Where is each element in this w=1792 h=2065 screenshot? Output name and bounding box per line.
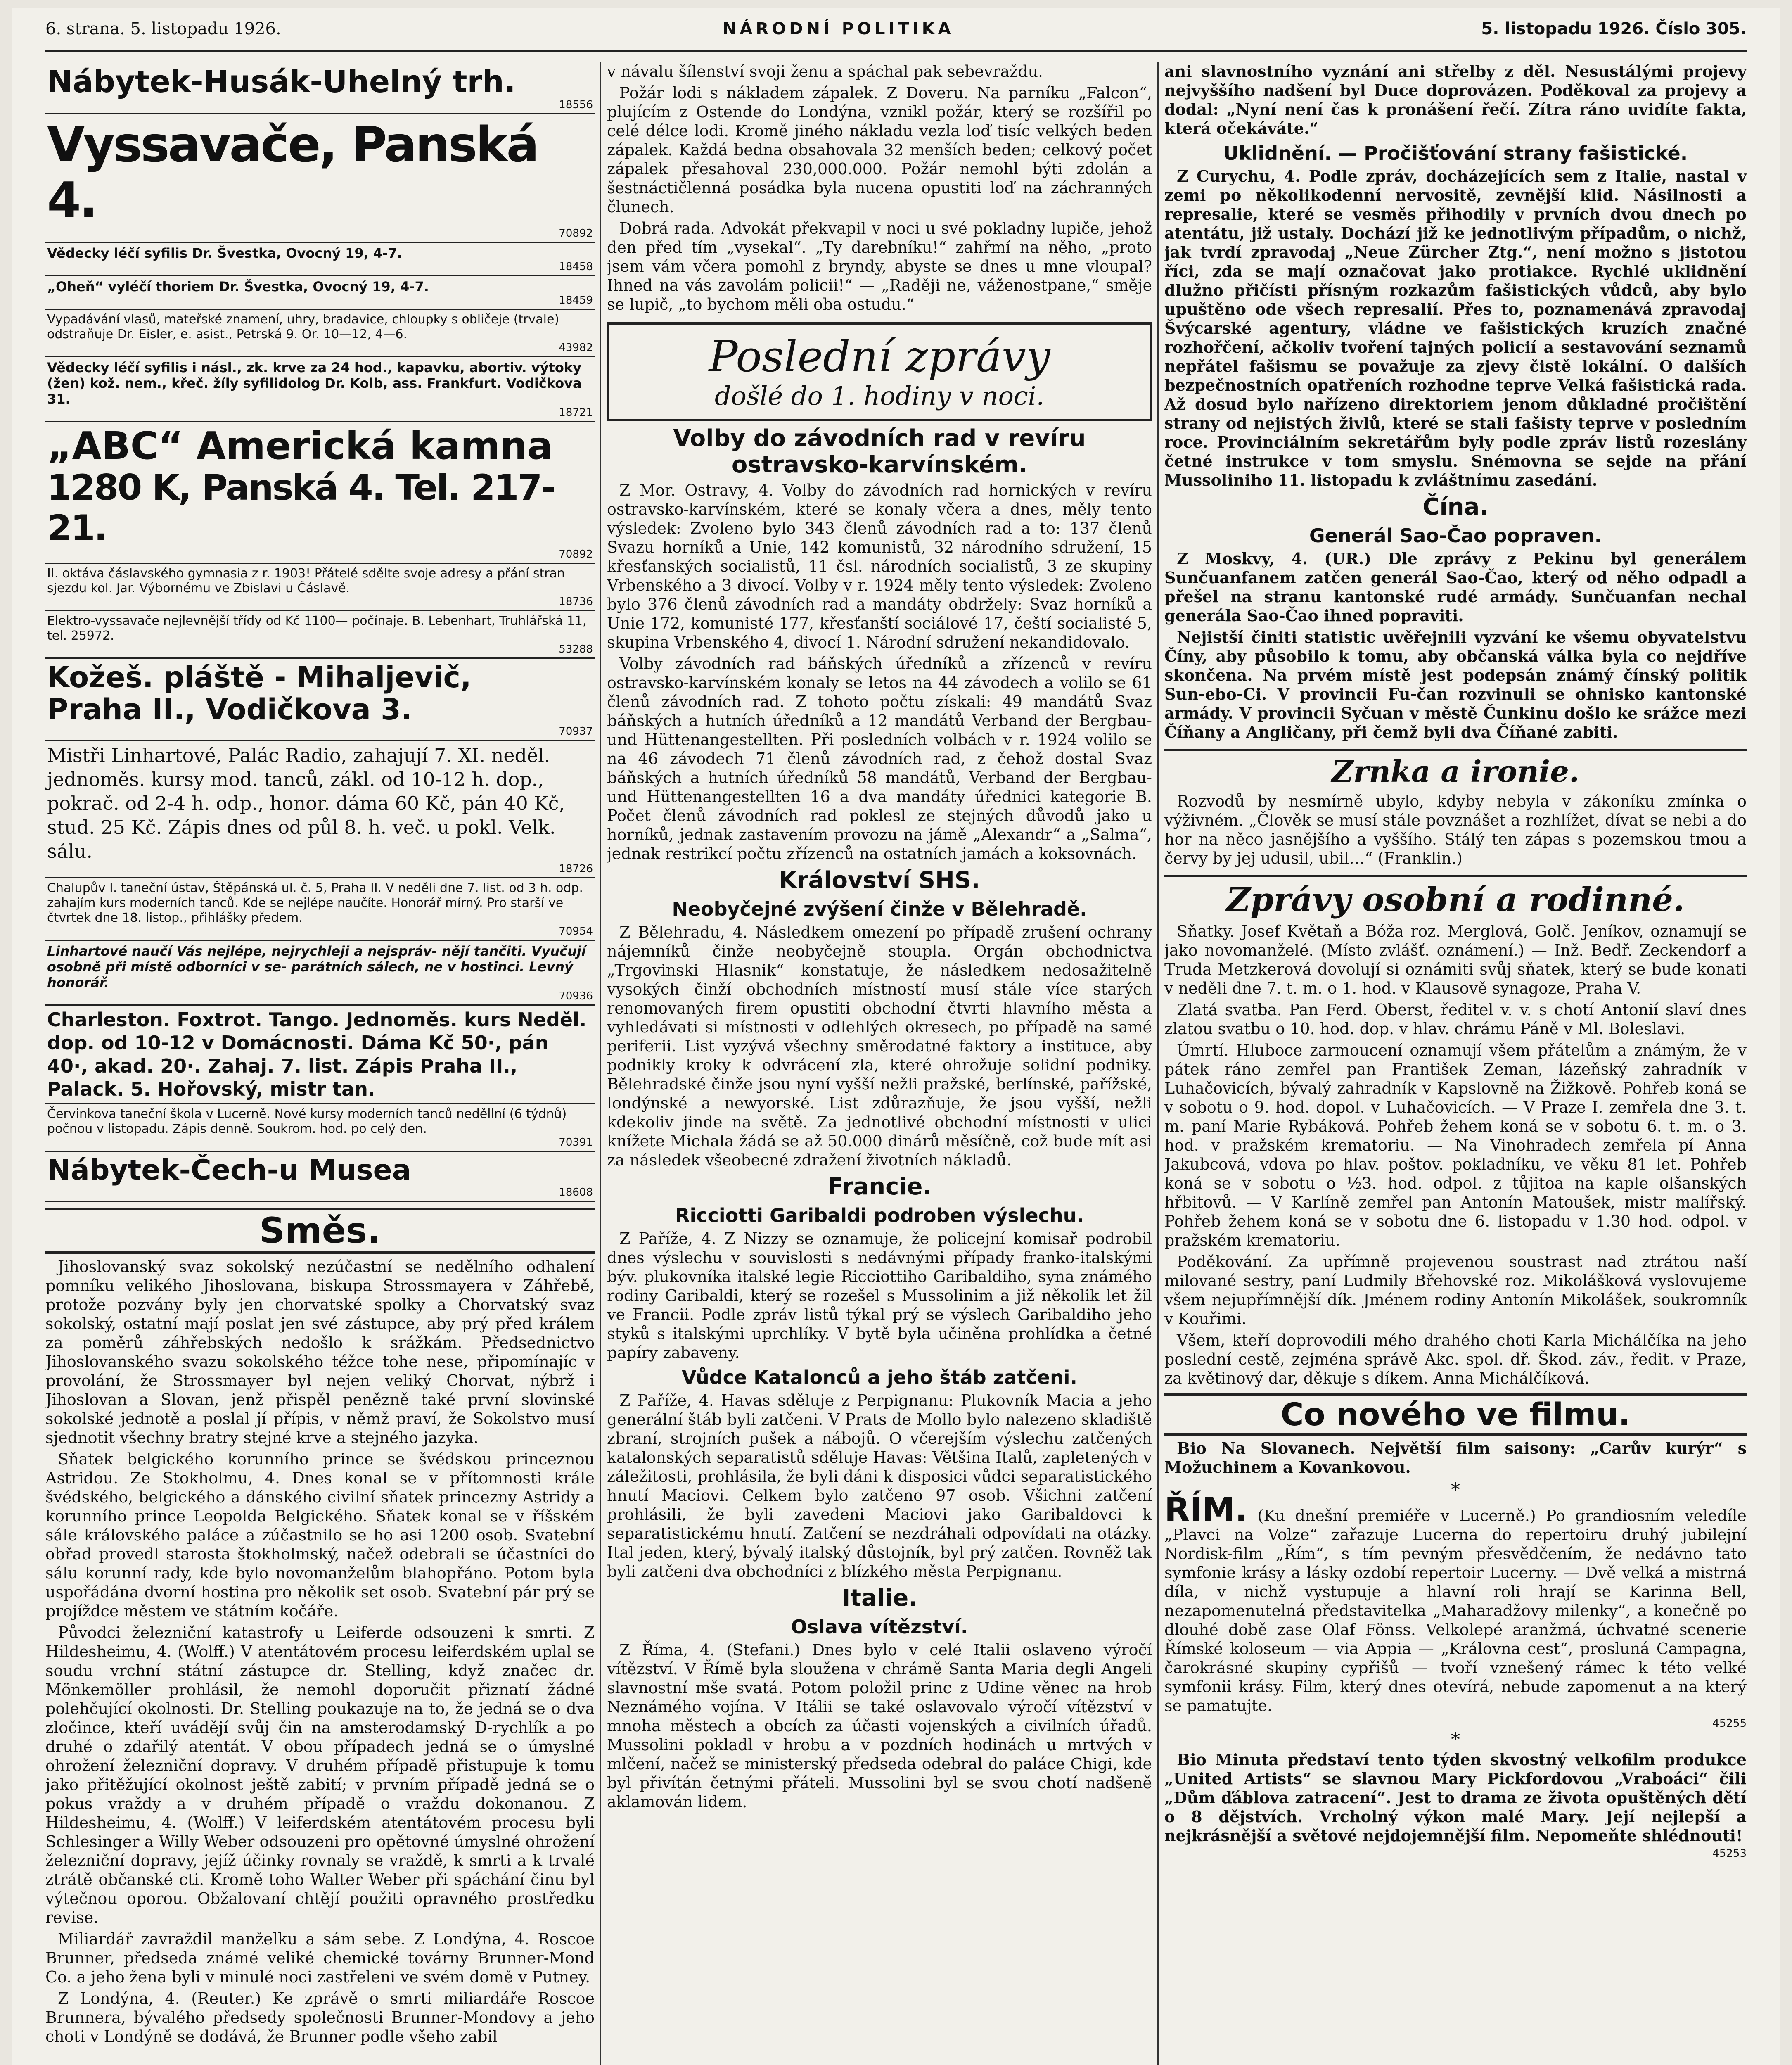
- heading-zpravy-osobni: Zprávy osobní a rodinné.: [1164, 875, 1747, 919]
- ad-sifilis: Vědecky léčí syfilis Dr. Švestka, Ovocný 19, 4-7. 18458: [45, 243, 595, 276]
- article-podekovani: Poděkování. Za upřímně projevenou soustrast nad ztrátou naší milované sestry, paní Ludmily Břehovské roz. Mikolášková vyslovujeme všem nejupřímnější dík. Jménem rodiny Antonín Mikolášek, soukromník v Kouřimi.: [1164, 1253, 1747, 1328]
- masthead: NÁRODNÍ POLITIKA: [723, 19, 954, 38]
- rim-text: (Ku dnešní premiéře v Lucerně.) Po grandiosním veledíle „Plavci na Volze“ zařazuje Lucerna do repertoiru druhý jubilejní Nordisk-film „Řím“, s tím pevným přesvědčením, že nedávno tato symfonie krásy a lásky ozdobí repertoir Lucerny. — Dvě velká a mistrná díla, v nichž vystupuje a hlavní roli hrají se Karinna Bell, nezapomenutelná představitelka „Maharadžovy milenky“, a konečně po dlouhé době zase Olaf Fönss. Velkolepé aranžmá, úchvatné scenerie Římské koloseum — via Appia — „Královna cest“, prosluná Campagna, čarokrásné skupiny cypřišů — tvoří vznešený rámec k této velké symfonii krásy. Film, který dnes otevírá, nebude zapomenut a na který se pamatujte.: [1164, 1507, 1747, 1715]
- ad-nabytek-husak: Nábytek-Husák-Uhelný trh. 18556: [45, 62, 595, 114]
- heading-italie: Italie.: [841, 1585, 917, 1612]
- ad-kolb: Vědecky léčí syfilis i násl., zk. krve za 24 hod., kapavku, abortiv. výtoky (žen) kož. nem., křeč. žíly syfilidolog Dr. Kolb, ass. Frankfurt. Vodičkova 31. 18721: [45, 357, 595, 422]
- ad-cervinkova: Červinkova taneční škola v Lucerně. Nové kursy moderních tanců neděllní (6 týdnů) počnou v listopadu. Zápis denně. Soukrom. hod. po celý den. 70391: [45, 1104, 595, 1152]
- article-brunner-cont: v návalu šílenství svoji ženu a spáchal pak sebevraždu.: [607, 62, 1043, 81]
- heading-cina: Čína.: [1422, 494, 1489, 520]
- article-podekovani-2: Všem, kteří doprovodili mého drahého choti Karla Michálčíka na jeho poslední cestě, zejména správě Akc. spol. dř. Škod. záv., ředit. v Praze, za květinový dar, děkuje s díkem. Anna Michálčíková.: [1164, 1331, 1747, 1387]
- subheading-garibaldi: Ricciotti Garibaldi podroben výslechu.: [675, 1204, 1084, 1227]
- article-rim: [1164, 1491, 1747, 1715]
- column-3: [1164, 62, 1747, 2065]
- article-fasisticke: Z Curychu, 4. Podle zpráv, docházejících sem z Italie, nastal v zemi po několikodenní nervositě, zevnější klid. Násilnosti a represalie, které se vesměs přihodily v prvních dvou dnech po atentátu, již ustaly. Dochází již ke jednotlivým případům, o nichž, jak tvrdí zpravodaj „Neue Zürcher Ztg.“, není možno s jistotou říci, zda se mají označovat jako protiakce. Rychlé uklidnění dlužno přičísti přísným rozkazům fašistických vůdců, aby bylo upuštěno ode všech represalií. Přes to, poznamenává zpravodaj Švýcarské agentury, vládne ve fašistických kruzích značné rozhořčení, ačkoliv tvoření tajných policií a sestavování seznamů nepřátel fašismu se považuje za zjevy čistě lokální. O dalších bezpečnostních opatřeních rozhodne teprve Velká fašistická rada. Až dosud bylo nařízeno direktoriem jenom důkladné pročištění strany od nejistých živlů, které se stali fašisty teprve v posledním roce. Provinciálním sekretářům byly podle zpráv listů rozeslány četné instrukce v tom smyslu. Snémovna se sejde na přání Mussoliniho 11. listopadu k zvláštnímu zasedání.: [1164, 167, 1747, 489]
- ad-nabytek-cech: Nábytek-Čech-u Musea 18608: [45, 1152, 595, 1202]
- latest-news-title: Poslední zprávy: [709, 331, 1050, 382]
- ad-abc-kamna: „ABC“ Americká kamna 1280 K, Panská 4. Tel. 217-21. 70892: [45, 422, 595, 564]
- article-bio-minuta: Bio Minuta představí tento týden skvostný velkofilm produkce „United Artists“ se slavnou Mary Pickfordovou „Vraboáci“ čili „Dům ďáblova zatracení“. Jest to drama ze života opuštěných dětí o 8 dějstvích. Vrcholný výkon malé Mary. Její nejlepší a nejkrásnější a světové nejdojemnější film. Nepomeňte shlédnouti!: [1164, 1750, 1747, 1845]
- ad-vyssavace: Vyssavače, Panská 4. 70892: [45, 114, 595, 243]
- separator-star: *: [1451, 1479, 1460, 1500]
- heading-francie: Francie.: [827, 1173, 932, 1200]
- page-header: [45, 8, 1747, 52]
- latest-news-subtitle: došlé do 1. hodiny v noci.: [714, 381, 1045, 411]
- heading-fasisticke: Uklidnění. — Pročišťování strany fašistické.: [1223, 142, 1688, 164]
- subheading-katalonie: Vůdce Katalonců a jeho štáb zatčeni.: [682, 1366, 1077, 1389]
- article-cina-1: Z Moskvy, 4. (UR.) Dle zprávy z Pekinu byl generálem Sunčuanfanem zatčen generál Sao-Čao, který od něho odpadl a přešel na stranu kantonské rudé armády. Sunčuanfan nechal generála Sao-Čao ihned popraviti.: [1164, 549, 1747, 625]
- article-snatky: Sňatky. Josef Květaň a Bóža roz. Merglová, Golč. Jeníkov, oznamují se jako novomanželé. (Místo zvlášť. oznámení.) — Inž. Bedř. Zeckendorf a Truda Metzkerová dovolují si oznámiti svůj sňatek, který se bude konati v neděli dne 7. t. m. o 1. hod. v Klausově synagoze, Praha V.: [1164, 922, 1747, 997]
- article-katalonie: Z Paříže, 4. Havas sděluje z Perpignanu: Plukovník Macia a jeho generální štáb byli zatčeni. V Prats de Mollo bylo nalezeno skladiště zbraní, strojních pušek a nábojů. O včerejším výslechu zatčených katalonských separatistů sděluje Havas: Většina Italů, zapletených v záležitosti, prohlásila, že byli dáni k disposici vůdci separatistického hnutí Maciovi. Celkem bylo zatčeno 97 osob. Všichni zatčení prohlásili, že byli zavedeni Maciovi jako Garibaldovci k separatistickému hnutí. Zatčení se nezdráhali odpovídati na otázky. Ital jeden, který, bývalý italský důstojník, byl prý zatčen. Rovněž tak byli zatčeni dva obchodníci z blízkého města Perpignanu.: [607, 1391, 1152, 1581]
- column-1: [45, 62, 595, 2065]
- article-sokol: Jihoslovanský svaz sokolský nezúčastní se nedělního odhalení pomníku velikého Jihoslovana, biskupa Strossmayera v Záhřebě, protože pozvány byly jen chorvatské spolky a Chorvatský svaz sokolský, ostatní mají poslat jen své zástupce, aby prý před králem za poměrů záhřebských nedošlo k srážkám. Předsednictvo Jihoslovanského svazu sokolského téžce tohe nese, připomínajíc v provolání, že Strossmayer byl nejen veliký Chorvat, nýbrž i Jihoslovan a Slovan, jenž přispěl penězně také první slovinské sokolské jednotě a poslal jí přípis, v němž praví, že Sokolstvo musí sjednotit všechny bratry stejné krve a stejného jazyka.: [45, 1258, 595, 1447]
- header-issue: 5. listopadu 1926. Číslo 305.: [1481, 19, 1747, 38]
- subheading-sao-cao: Generál Sao-Čao popraven.: [1309, 525, 1602, 547]
- article-royal-wedding: Sňatek belgického korunního prince se švédskou princeznou Astridou. Ze Stokholmu, 4. Dnes konal se v přítomnosti krále švédského, belgického a dánského civilní sňatek princezny Astridy a korunního prince Leopolda Belgického. Sňatek konal se v říšském sále královského paláce a zúčastnilo se ho asi 1200 osob. Svatební obřad provedl starosta štokholmský, načež odebrali se účastníci do sálu korunní rady, kde bylo novomanželům blahopřáno. Potom byla uspořádána dvorní hostina pro několik set osob. Svatební pár prý se projíždce městem ve státním kočáře.: [45, 1450, 595, 1620]
- article-volby-2: Volby závodních rad báňských úředníků a zřízenců v revíru ostravsko-karvínském konaly se letos na 44 závodech a volilo se 61 členů závodních rad. Z tohoto počtu získali: 49 mandátů Svaz báňských a hutních úředníků a 12 mandátů Verband der Bergbau- und Hüttenangestellten. Při posledních volbách v r. 1924 volilo se na 46 závodech 71 členů závodních rad, z čehož dostal Svaz báňských a hutních úředníků 58 mandátů, Verband der Bergbau- und Hüttenangestellten 16 a dva mandáty úřednici kategorie B. Počet členů závodních rad poklesl ze stejných důvodů jako u horníků, jednak zastavením provozu na jámě „Alexandr“ a „Salma“, jednak restrikcí počtu zřízenců na ostatních jamách a koksovnách.: [607, 655, 1152, 863]
- rim-title: ŘÍM.: [1164, 1491, 1248, 1529]
- heading-zrnka: Zrnka a ironie.: [1164, 749, 1747, 788]
- article-bio-slovanech: Bio Na Slovanech. Největší film saisony: „Carův kurýr“ s Možuchinem a Kovankovou.: [1164, 1439, 1747, 1476]
- article-garibaldi: Z Paříže, 4. Z Nizzy se oznamuje, že policejní komisař podrobil dnes výslechu v souvislosti s nedávnými případy franko-italskými býv. plukovníka italské legie Ricciottiho Garibaldiho, syna známého rodiny Garibaldi, který se rozešel s Mussolinim a již několik let žil ve Francii. Podle zpráv listů týkal prý se výslech Garibaldiho jeho styků s italskými uprchlíky. V bytě byla učiněna prohlídka a četné papíry zabaveny.: [607, 1230, 1152, 1362]
- ad-linhartove: Mistři Linhartové, Palác Radio, zahajují 7. XI. neděl. jednoměs. kursy mod. tanců, zákl. od 10-12 h. dop., pokrač. od 2-4 h. odp., honor. dáma 60 Kč, pán 40 Kč, stud. 25 Kč. Zápis dnes od půl 8. h. več. u pokl. Velk. sálu. 18726: [45, 741, 595, 878]
- article-zlata-svatba: Zlatá svatba. Pan Ferd. Oberst, ředitel v. v. s chotí Antonií slaví dnes zlatou svatbu o 10. hod. dop. v hlav. chrámu Páně v Ml. Boleslavi.: [1164, 1001, 1747, 1038]
- ad-elektro: Elektro-vyssavače nejlevnější třídy od Kč 1100— počínaje. B. Lebenhart, Truhlářská 11, tel. 25972. 53288: [45, 611, 595, 659]
- separator-star-2: *: [1451, 1729, 1460, 1750]
- ad-linhartove-2: Linhartové naučí Vás nejlépe, nejrychleji a nejspráv- nějí tančiti. Vyučují osobně při místě odborníci v se- parátních sálech, ne v hostinci. Levný honorář. 70936: [45, 941, 595, 1006]
- ad-chalupuv: Chalupův I. taneční ústav, Štěpánská ul. č. 5, Praha II. V neděli dne 7. list. od 3 h. odp. zahajím kurs moderních tanců. Kde se nejlépe naučíte. Honorář mírný. Pro starší ve čtvrtek dne 18. listop., přihlášky předem. 70954: [45, 878, 595, 941]
- subheading-oslava: Oslava vítězství.: [791, 1616, 968, 1638]
- article-umrti: Úmrtí. Hluboce zarmoucení oznamují všem přátelům a známým, že v pátek ráno zemřel pan František Zeman, lázeňský zahradník v Luhačovicích, bývalý zahradník v Kapslovně na Žižkově. Pohřeb koná se v sobotu o 9. hod. dopol. v Luhačovicích. — V Praze I. zemřela dne 3. t. m. paní Marie Rybáková. Pohřeb žehem koná se v sobotu 6. t. m. o 3. hod. v pražském krematoriu. — Na Vinohradech zemřela pí Anna Jakubcová, vdova po hlav. poštov. pokladníku, ve věku 81 let. Pohřeb koná se v sobotu o ½3. hod. odpol. z tůjitoa na kaple olšanských hřbitovů. — V Karlíně zemřel pan Antonín Matoušek, mistr malířský. Pohřeb žehem koná se v sobotu dne 6. listopadu v 1.30 hod. odpol. v pražském krematoriu.: [1164, 1041, 1747, 1249]
- article-oslava: Z Říma, 4. (Stefani.) Dnes bylo v celé Italii oslaveno výročí vítězství. V Římě byla sloužena v chrámě Santa Maria degli Angeli slavnostní mše svatá. Potom položil princ z Udine věnec na hrob Neznámého vojína. V Itálii se také oslavovalo výročí vítězství v mnoha městech a obcích za účasti vojenských a civilních úřadů. Mussolini pokladl v hrobu a v pozdních hodinách u mrtvých v mlčení, načež se ministerský předseda odebral do paláce Chigi, kde byl přivítán četnými přáteli. Mussolini byl se svou chotí nadšeně aklamován lidem.: [607, 1641, 1152, 1811]
- subheading-shs: Neobyčejné zvýšení činže v Bělehradě.: [672, 898, 1087, 920]
- article-brunner: Miliardář zavraždil manželku a sám sebe. Z Londýna, 4. Roscoe Brunner, předseda známé veliké chemické továrny Brunner-Mond Co. a jeho žena byli v minulé noci zastřeleni ve svém domě v Putney.: [45, 1930, 595, 1986]
- article-zrnka: Rozvodů by nesmírně ubylo, kdyby nebyla v zákoníku zmínka o výživném. „Člověk se musí stále povznášet a rozhlížet, dívat se nebi a do hor na něco jasnějšího a vyššího. Stálý ten zápas s pozemskou tmou a červy by jej udusil, ubil…“ (Franklin.): [1164, 792, 1747, 867]
- article-ship-fire: Požár lodi s nákladem zápalek. Z Doveru. Na parníku „Falcon“, plujícím z Ostende do Londýna, vznikl požár, který se rozšířil po celé délce lodi. Kromě jiného nákladu vezla loď tisíc velkých beden zápalek. Každá bedna obsahovala 32 menších beden; celkový počet zápalek přesahoval 230,000.000. Požár nemohl býti zdolán a šestnáctičlenná posádka byla nucena opustiti loď na záchranných člunech.: [607, 84, 1152, 216]
- column-rule: [600, 62, 601, 2065]
- article-cina-2: Nejistší činiti statistic uvěřejnili vyzvání ke všemu obyvatelstvu Číny, aby působilo k tomu, aby občanská válka byla co nejdříve skončena. Na prvém místě jest podepsán známý čínský politik Sun-ebo-Ci. V provincii Fu-čan rozvinuli se ohnisko kantonské armády. V provincii Syčuan v městě Čunkinu došlo ke srážce mezi Číňany a Angličany, při čemž byli dva Číňané zabiti.: [1164, 628, 1747, 741]
- newspaper-page: [12, 8, 1780, 2065]
- rim-code: 45255: [1712, 1717, 1747, 1730]
- article-leiferde: Původci železniční katastrofy u Leiferde odsouzeni k smrti. Z Hildesheimu, 4. (Wolff.) V atentátovém procesu leiferdském uplal se soudu vrchní státní zástupce dr. Stelling, když značec dr. Mönkemöller prohlásil, že nemohl doporučit přiznatí žádné polehčující okolnosti. Dr. Stelling poukazuje na to, že jedná se o dva zločince, kteří uvádějí svůj čin na amsterodamský D-rychlík a po druhé o zdařilý atentát. V obou případech jedná se o úmyslné ohrožení železniční dopravy. V druhém případě přistupuje k tomu jako přitěžující okolnost ještě zabití; v prvním případě jedná se o pokus vraždy a v druhém případě o vraždu dokonanou. Z Hildesheimu, 4. (Wolff.) V leiferdském atentátovém procesu byli Schlesinger a Willy Weber odsouzeni pro opětovné úmyslné ohrožení železniční dopravy, jejíž účinky rovnaly se vraždě, k smrti a k trvalé ztrátě občanské cti. Kromě toho Walter Weber při spáchání činu byl výtečnou oporou. Obžalovaní chtějí použiti opravného prostředku revise.: [45, 1624, 595, 1927]
- minuta-code: 45253: [1712, 1847, 1747, 1860]
- ad-kozesiny: Kožeš. pláště - Mihaljevič, Praha II., Vodičkova 3. 70937: [45, 659, 595, 741]
- ad-vlasu: Vypadávání vlasů, mateřské znamení, uhry, bradavice, chloupky s obličeje (trvale) odstraňuje Dr. Eisler, e. asist., Petrská 9. Or. 10—12, 4—6. 43982: [45, 310, 595, 357]
- ad-ohen: „Oheň“ vyléčí thoriem Dr. Švestka, Ovocný 19, 4-7. 18459: [45, 276, 595, 310]
- section-title-smes: Směs.: [45, 1208, 595, 1254]
- article-brunner-2: Z Londýna, 4. (Reuter.) Ke zprávě o smrti miliardáře Roscoe Brunnera, bývalého předsedy společnosti Brunner-Mondovy a jeho choti v Londýně se dodává, že Brunner podle všeho zabil: [45, 1989, 595, 2046]
- article-volby-1: Z Mor. Ostravy, 4. Volby do závodních rad hornických v revíru ostravsko-karvínském, které se konaly včera a dnes, měly tento výsledek: Zvoleno bylo 343 členů závodních rad a to: 137 členů Svazu horníků a Unie, 142 komunistů, 32 národního sdružení, 15 křesťanských socialistů, 11 čsl. národních socialistů, 3 ze skupiny Vrbenského a 3 divocí. Volby v r. 1924 měly tento výsledek: Zvoleno bylo 376 členů závodních rad a mandáty obdržely: Svaz horníků a Unie 172, komunisté 177, křesťanští sociálové 17, čeští socialisté 5, skupina Vrbenského 4, divocí 1. Národní sdružení nekandidovalo.: [607, 481, 1152, 651]
- article-good-advice: Dobrá rada. Advokát překvapil v noci u své pokladny lupiče, jehož den před tím „vysekal“. „Ty darebníku!“ zahřmí na něho, „proto jsem vám včera pomohl z bryndy, abyste se dnes u mne vloupal? Ihned na vás zavolám policii!“ — „Raději ne, váženostpane,“ směje se lupič, „to bychom měli oba ostudu.“: [607, 219, 1152, 313]
- heading-film: Co nového ve filmu.: [1164, 1393, 1747, 1436]
- column-rule: [1157, 62, 1159, 2065]
- ad-gymnasia: II. oktáva čáslavského gymnasia z r. 1903! Přátelé sdělte svoje adresy a přání stran sjezdu kol. Jar. Výbornému ve Zbislavi u Čáslavě. 18736: [45, 564, 595, 611]
- latest-news-box: [607, 322, 1152, 421]
- heading-volby: Volby do závodních rad v revíru ostravsko-karvínském.: [673, 425, 1086, 478]
- ad-charleston: Charleston. Foxtrot. Tango. Jednoměs. kurs Neděl. dop. od 10-12 v Domácnosti. Dáma Kč 50·, pán 40·, akad. 20·. Zahaj. 7. list. Zápis Praha II., Palack. 5. Hořovský, mistr tan.: [45, 1006, 595, 1104]
- column-2: [607, 62, 1152, 2065]
- heading-shs: Království SHS.: [779, 867, 980, 894]
- article-shs: Z Bělehradu, 4. Následkem omezení po případě zrušení ochrany nájemníků činže neobyčejně stoupla. Orgán obchodnictva „Trgovinski Hlasnik“ konstatuje, že následkem nedosažitelně vysokých činží obchodních místností musí stále více starých renomovaných firem opustiti obchodní čtvrti hlavního města a vyhledávati si místnosti v odlehlých okresech, po případě na samé periferii. List vyzývá všechny směrodatné faktory a instituce, aby podnikly kroky k odvrácení zla, které ohrožuje solidní podniky. Bělehradské činže jsou nyní vyšší nežli pražské, berlínské, pařížské, londýnské a newyorské. List zdůrazňuje, že jsou vyšší, nežli kdekoliv jinde na světě. Za jednotlivé obchodní místnosti v ulici knížete Michala žádá se až 50.000 dinárů měsíčně, což bude mít asi za následek všeobecné zdražení životních nákladů.: [607, 923, 1152, 1169]
- header-page-date: 6. strana. 5. listopadu 1926.: [45, 19, 281, 38]
- article-italie-cont: ani slavnostního vyznání ani střelby z děl. Nesustálými projevy nejvyššího nadšení byl Duce doprovázen. Poděkoval za projevy a dodal: „Nyní není čas k pronášení řečí. Zítra ráno uvidíte fakta, která očekáváte.“: [1164, 62, 1747, 138]
